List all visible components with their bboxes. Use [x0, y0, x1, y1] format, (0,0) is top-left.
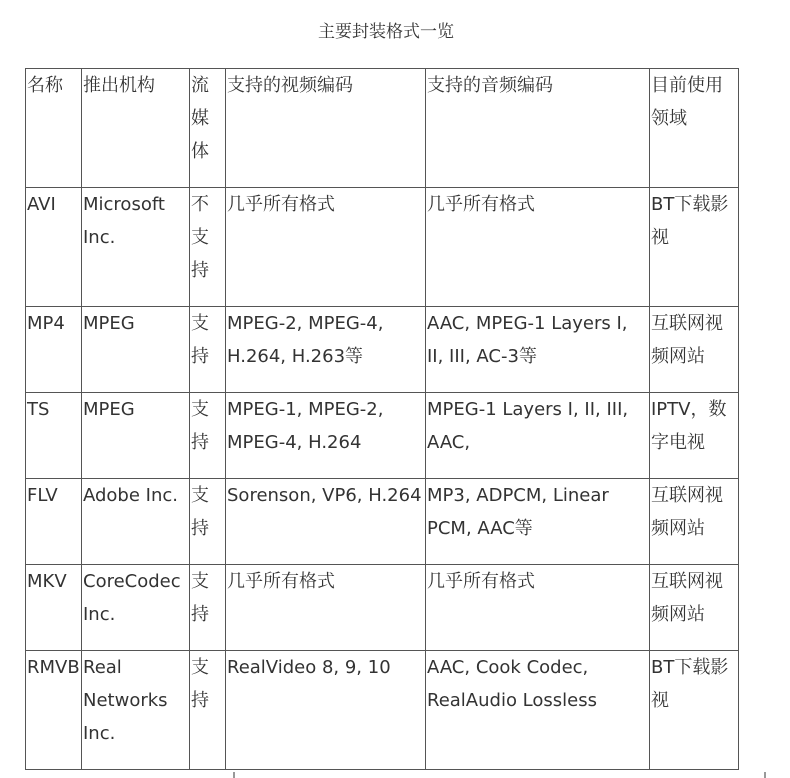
cell-name: MKV — [26, 565, 82, 651]
cell-streaming: 不支持 — [190, 188, 226, 307]
cell-publisher: CoreCodec Inc. — [82, 565, 190, 651]
scroll-hint-right — [764, 772, 766, 778]
header-streaming: 流媒体 — [190, 69, 226, 188]
cell-name: AVI — [26, 188, 82, 307]
cell-audio-codecs: MP3, ADPCM, Linear PCM, AAC等 — [426, 479, 650, 565]
cell-video-codecs: 几乎所有格式 — [226, 188, 426, 307]
header-publisher: 推出机构 — [82, 69, 190, 188]
cell-streaming: 支持 — [190, 479, 226, 565]
header-name: 名称 — [26, 69, 82, 188]
cell-video-codecs: RealVideo 8, 9, 10 — [226, 651, 426, 770]
cell-streaming: 支持 — [190, 651, 226, 770]
table-body — [26, 69, 739, 770]
container-format-table — [25, 68, 739, 770]
cell-usage: IPTV，数字电视 — [650, 393, 739, 479]
document-title: 主要封装格式一览 — [318, 22, 454, 42]
cell-publisher: Real Networks Inc. — [82, 651, 190, 770]
cell-audio-codecs: MPEG-1 Layers I, II, III, AAC, — [426, 393, 650, 479]
table-header-row — [26, 69, 739, 188]
header-usage: 目前使用领域 — [650, 69, 739, 188]
table-row — [26, 479, 739, 565]
table-row — [26, 393, 739, 479]
cell-video-codecs: Sorenson, VP6, H.264 — [226, 479, 426, 565]
cell-publisher: Microsoft Inc. — [82, 188, 190, 307]
cell-usage: BT下载影视 — [650, 188, 739, 307]
table-row — [26, 565, 739, 651]
cell-audio-codecs: AAC, MPEG-1 Layers I, II, III, AC-3等 — [426, 307, 650, 393]
cell-usage: 互联网视频网站 — [650, 565, 739, 651]
cell-publisher: Adobe Inc. — [82, 479, 190, 565]
cell-video-codecs: 几乎所有格式 — [226, 565, 426, 651]
header-video-codecs: 支持的视频编码 — [226, 69, 426, 188]
cell-video-codecs: MPEG-2, MPEG-4, H.264, H.263等 — [226, 307, 426, 393]
header-audio-codecs: 支持的音频编码 — [426, 69, 650, 188]
cell-usage: 互联网视频网站 — [650, 307, 739, 393]
cell-streaming: 支持 — [190, 307, 226, 393]
cell-name: MP4 — [26, 307, 82, 393]
table-row — [26, 651, 739, 770]
cell-audio-codecs: 几乎所有格式 — [426, 565, 650, 651]
cell-publisher: MPEG — [82, 307, 190, 393]
cell-streaming: 支持 — [190, 393, 226, 479]
cell-video-codecs: MPEG-1, MPEG-2, MPEG-4, H.264 — [226, 393, 426, 479]
cell-usage: BT下载影视 — [650, 651, 739, 770]
cell-streaming: 支持 — [190, 565, 226, 651]
cell-name: TS — [26, 393, 82, 479]
cell-name: RMVB — [26, 651, 82, 770]
cell-usage: 互联网视频网站 — [650, 479, 739, 565]
scroll-hint-left — [233, 772, 235, 778]
table-row — [26, 188, 739, 307]
cell-audio-codecs: AAC, Cook Codec, RealAudio Lossless — [426, 651, 650, 770]
cell-name: FLV — [26, 479, 82, 565]
cell-audio-codecs: 几乎所有格式 — [426, 188, 650, 307]
cell-publisher: MPEG — [82, 393, 190, 479]
table-row — [26, 307, 739, 393]
